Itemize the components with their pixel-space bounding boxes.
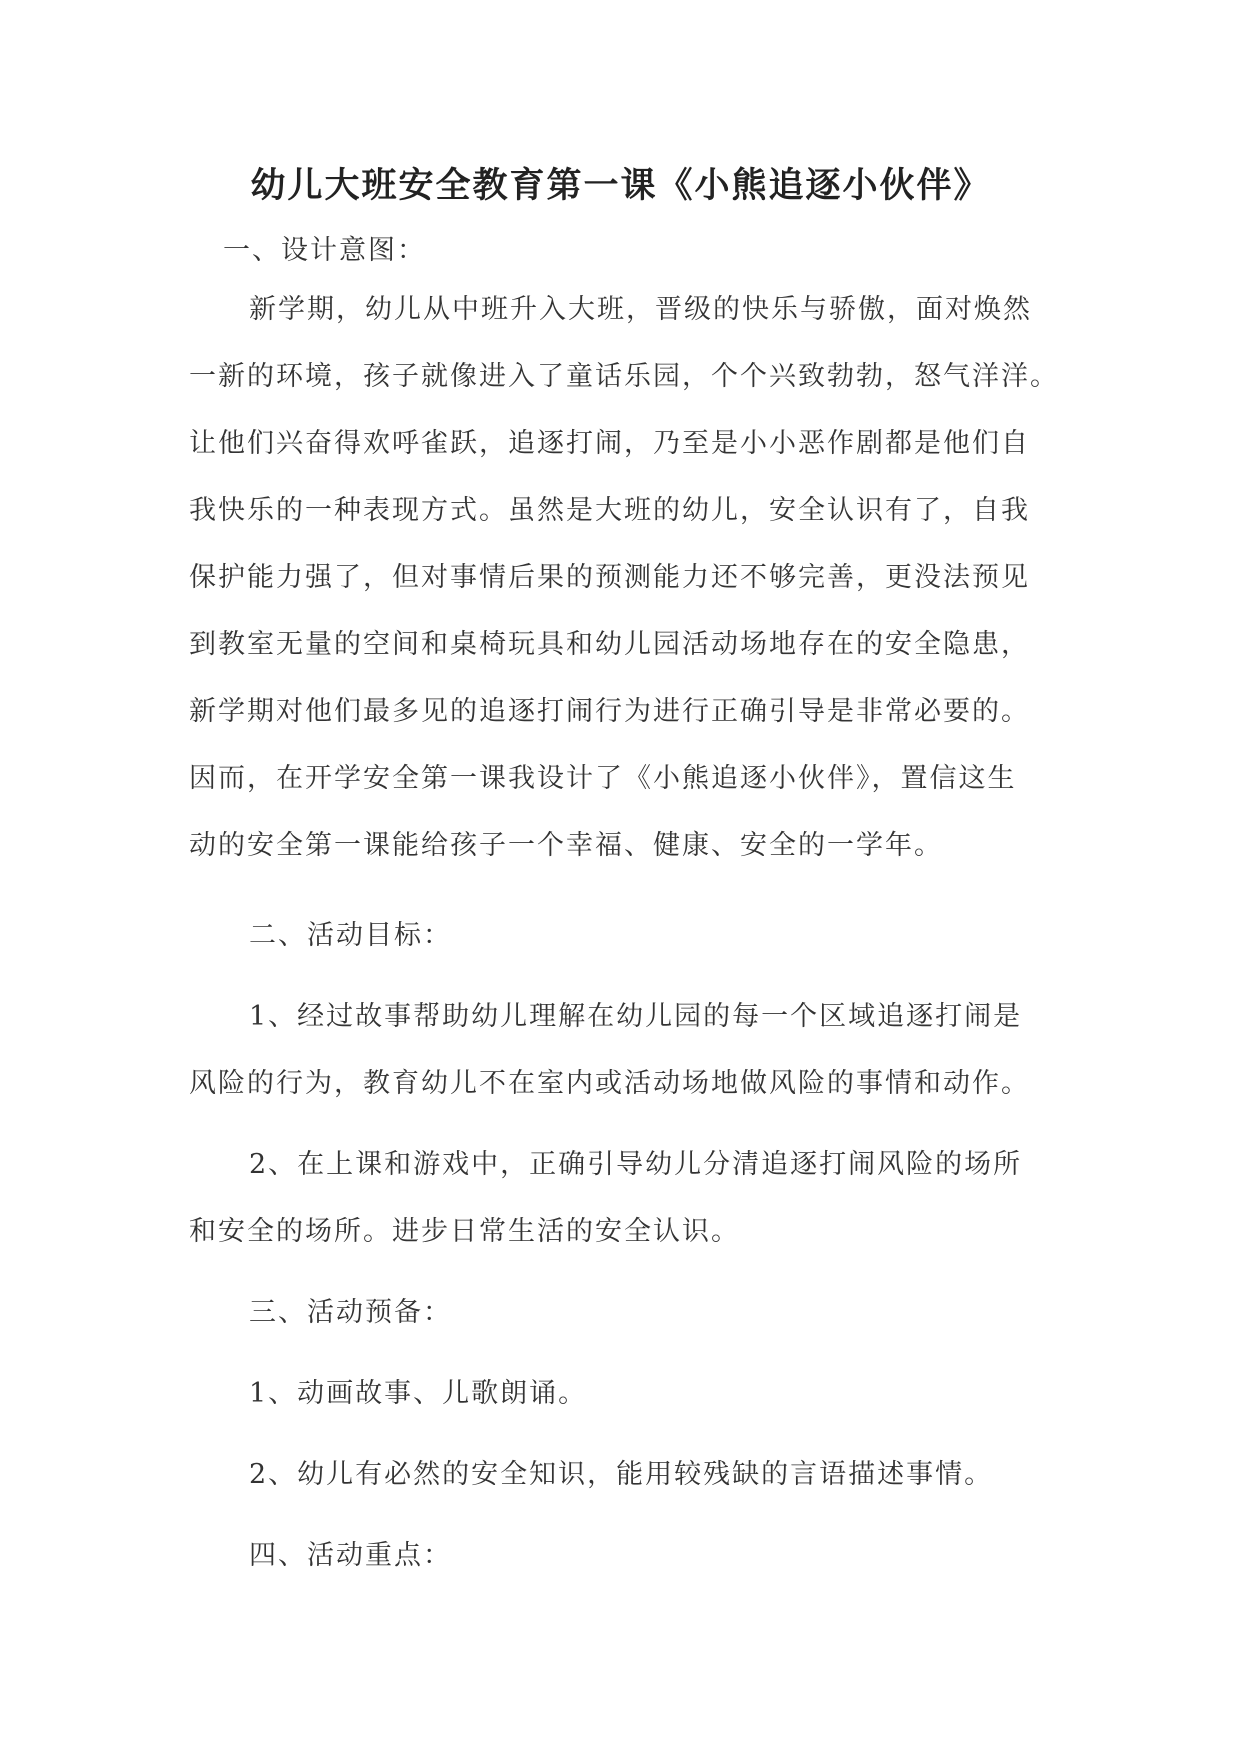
paragraph-line: 我快乐的一种表现方式。虽然是大班的幼儿，安全认识有了，自我 <box>189 495 1030 526</box>
paragraph-line: 保护能力强了，但对事情后果的预测能力还不够完善，更没法预见 <box>189 562 1030 593</box>
paragraph-line: 让他们兴奋得欢呼雀跃，追逐打闹，乃至是小小恶作剧都是他们自 <box>189 428 1030 459</box>
paragraph-line: 和安全的场所。进步日常生活的安全认识。 <box>189 1216 740 1247</box>
section-heading-prep <box>189 1279 1059 1346</box>
design-paragraph <box>189 276 1059 879</box>
paragraph-line: 因而，在开学安全第一课我设计了《小熊追逐小伙伴》，置信这生 <box>189 763 1017 794</box>
heading-text: 二、活动目标： <box>249 920 452 951</box>
paragraph-line: 风险的行为，教育幼儿不在室内或活动场地做风险的事情和动作。 <box>189 1068 1030 1099</box>
paragraph-line: 新学期，幼儿从中班升入大班，晋级的快乐与骄傲，面对焕然 <box>249 294 1032 325</box>
prep-item-1 <box>189 1360 1059 1427</box>
document-title: 幼儿大班安全教育第一课《小熊追逐小伙伴》 <box>250 165 991 206</box>
heading-text: 四、活动重点： <box>249 1540 452 1571</box>
section-heading-goals <box>189 902 1059 969</box>
paragraph-line: 新学期对他们最多见的追逐打闹行为进行正确引导是非常必要的。 <box>189 696 1030 727</box>
heading-text: 一、设计意图： <box>223 235 426 266</box>
goal-item-1 <box>189 983 1059 1117</box>
paragraph-line: 一新的环境，孩子就像进入了童话乐园，个个兴致勃勃，怒气洋洋。 <box>189 361 1059 392</box>
paragraph-line: 1、经过故事帮助幼儿理解在幼儿园的每一个区域追逐打闹是 <box>249 1001 1023 1032</box>
section-heading-focus <box>189 1522 1059 1589</box>
paragraph-line: 1、动画故事、儿歌朗诵。 <box>249 1378 588 1409</box>
paragraph-line: 2、幼儿有必然的安全知识，能用较残缺的言语描述事情。 <box>249 1459 994 1490</box>
prep-item-2 <box>189 1441 1059 1508</box>
section-heading-design <box>189 217 1059 284</box>
paragraph-line: 2、在上课和游戏中，正确引导幼儿分清追逐打闹风险的场所 <box>249 1149 1023 1180</box>
heading-text: 三、活动预备： <box>249 1297 452 1328</box>
paragraph-line: 动的安全第一课能给孩子一个幸福、健康、安全的一学年。 <box>189 830 943 861</box>
paragraph-line: 到教室无量的空间和桌椅玩具和幼儿园活动场地存在的安全隐患， <box>189 629 1030 660</box>
goal-item-2 <box>189 1131 1059 1265</box>
